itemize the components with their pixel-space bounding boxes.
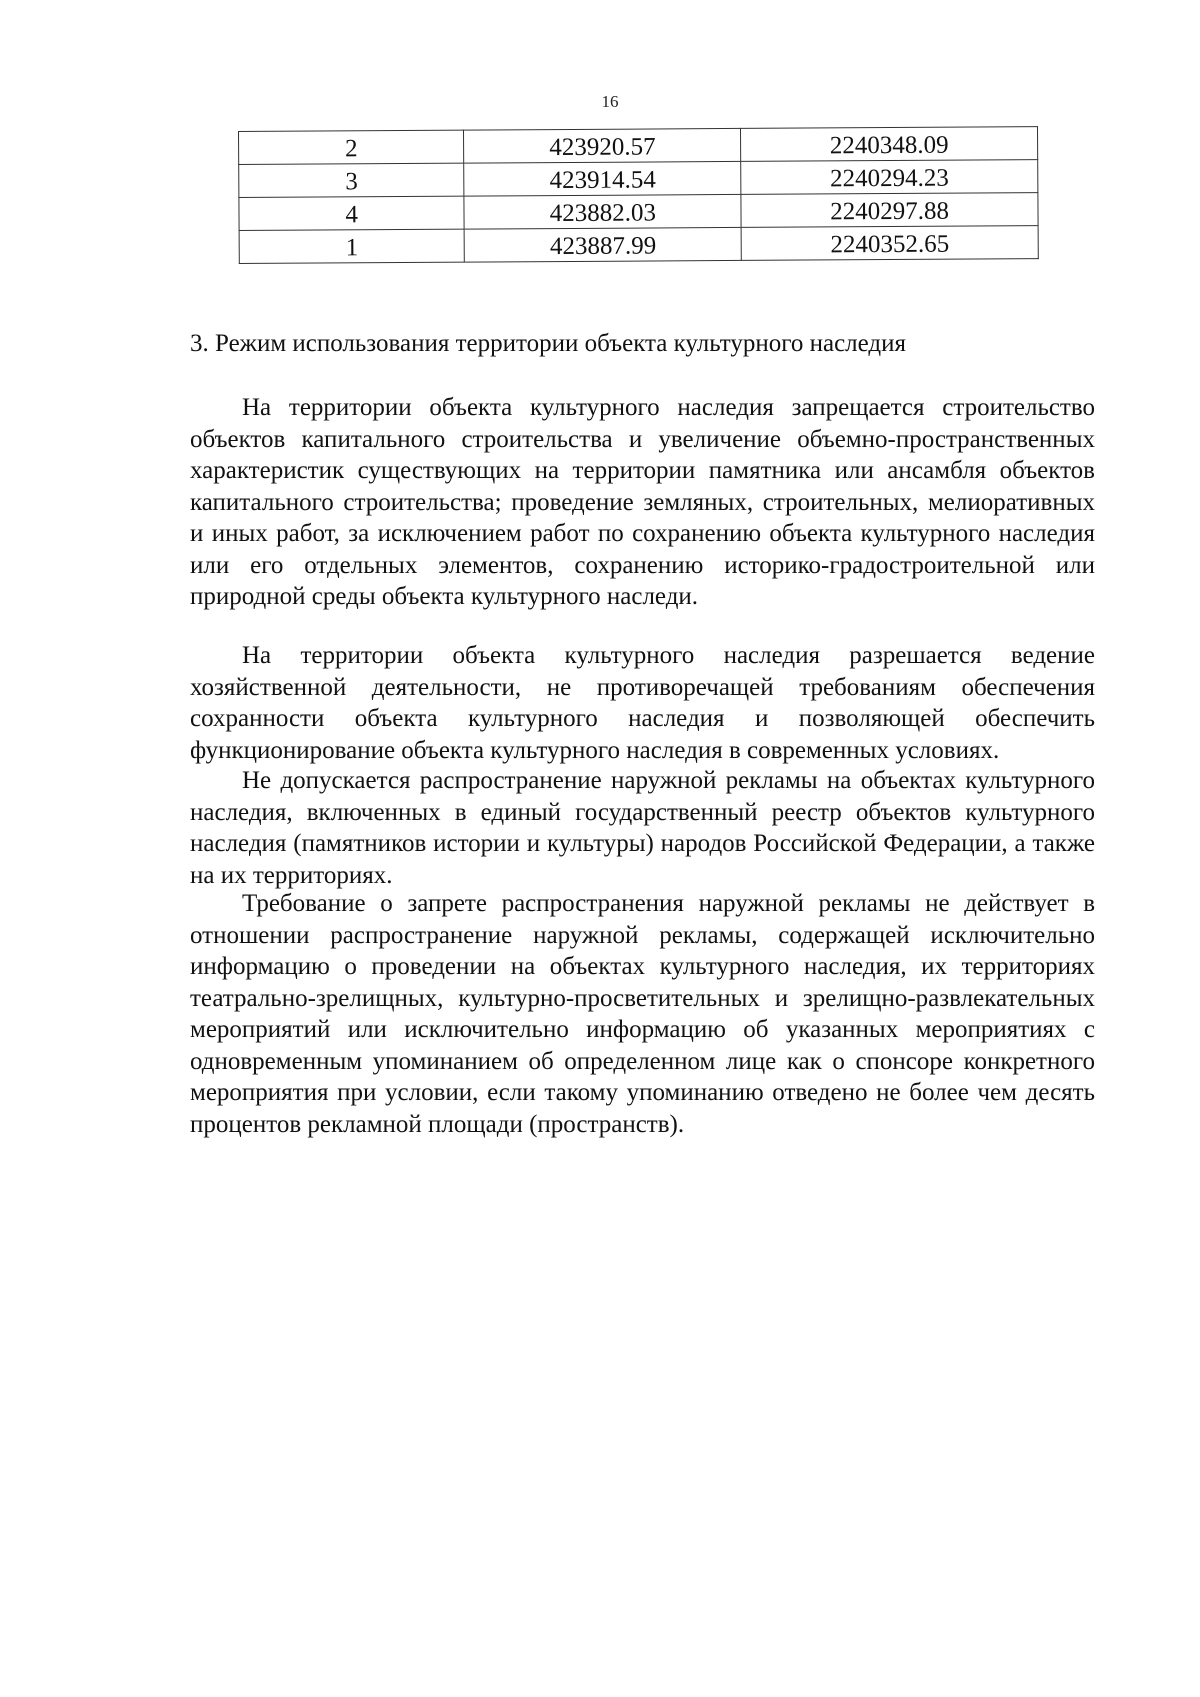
paragraph-permitted-activity: На территории объекта культурного наследия разрешается ведение хозяйственной деятельности, не противоречащей требованиям обеспечения сохранности объекта культурного наследия и позволяющей обеспечить функционирование объекта культурного наследия в современных условиях. — [190, 642, 1095, 764]
table-row — [239, 193, 1038, 231]
paragraph-advertising-ban: Не допускается распространение наружной рекламы на объектах культурного наследия, включенных в единый государственный реестр объектов культурного наследия (памятников истории и культуры) народов Российской Федерации, а также на их территориях. — [190, 767, 1095, 889]
table-row — [239, 226, 1038, 264]
point-number-cell: 4 — [239, 196, 465, 230]
x-coordinate-cell: 423920.57 — [464, 128, 741, 163]
y-coordinate-cell: 2240294.23 — [741, 160, 1038, 195]
page-number: 16 — [601, 92, 619, 111]
paragraph-prohibitions: На территории объекта культурного наследия запрещается строительство объектов капитального строительства и увеличение объемно-пространственных характеристик существующих на территории памятника или ансамбля объектов капитального строительства; проведение земляных, строительных, мелиоративных и иных работ, за исключением работ по сохранению объекта культурного наследия или его отдельных элементов, сохранению историко-градостроительной или природной среды объекта культурного наследи. — [190, 394, 1095, 610]
section-heading: 3. Режим использования территории объекта культурного наследия — [190, 330, 907, 357]
y-coordinate-cell: 2240348.09 — [741, 127, 1038, 162]
paragraph-advertising-exception: Требование о запрете распространения наружной рекламы не действует в отношении распространение наружной рекламы, содержащей исключительно информацию о проведении на объектах культурного наследия, их территориях театрально-зрелищных, культурно-просветительных и зрелищно-развлекательных мероприятий или исключительно информацию об указанных мероприятиях с одновременным упоминанием об определенном лице как о спонсоре конкретного мероприятия при условии, если такому упоминанию отведено не более чем десять процентов рекламной площади (пространств). — [190, 890, 1095, 1138]
table-row — [239, 127, 1038, 165]
coordinates-table — [238, 126, 1039, 264]
y-coordinate-cell: 2240352.65 — [741, 226, 1038, 261]
point-number-cell: 1 — [239, 229, 465, 263]
point-number-cell: 2 — [239, 130, 465, 164]
point-number-cell: 3 — [239, 163, 465, 197]
y-coordinate-cell: 2240297.88 — [741, 193, 1038, 228]
x-coordinate-cell: 423914.54 — [464, 161, 741, 196]
x-coordinate-cell: 423882.03 — [464, 194, 741, 229]
table-row — [239, 160, 1038, 198]
x-coordinate-cell: 423887.99 — [465, 227, 742, 262]
